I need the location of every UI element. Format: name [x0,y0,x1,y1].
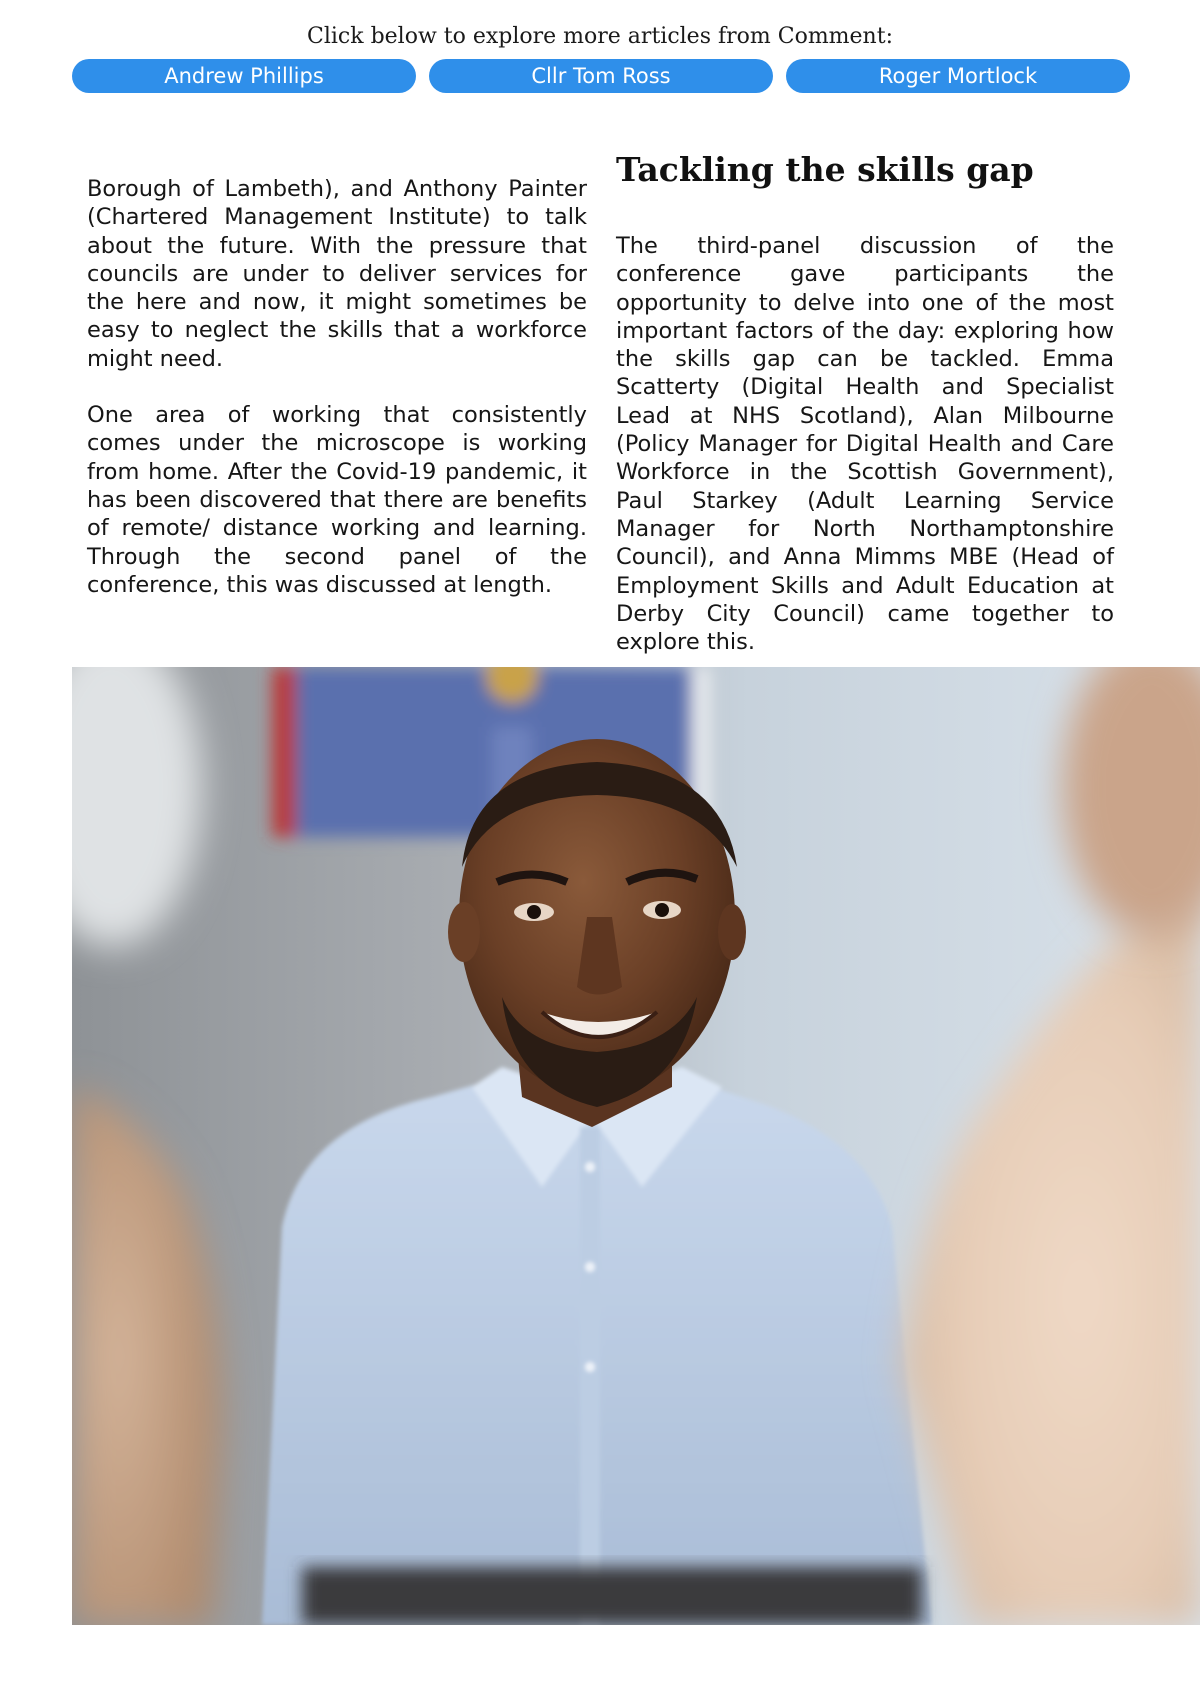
section-heading: Tackling the skills gap [616,150,1034,189]
body-paragraph: One area of working that consistently comes under the microscope is working from home. After the Covid-19 pandemic, it has been discovered that there are benefits of remote/ distance working and learning. Through the second panel of the conference, this was discussed at length. [87,402,587,598]
body-paragraph: The third-panel discussion of the conference gave participants the opportunity to delve into one of the most important factors of the day: exploring how the skills gap can be tackled. Emma Scatterty (Digital Health and Specialist Lead at NHS Scotland), Alan Milbourne (Policy Manager for Digital Health and Care Workforce in the Scottish Government), Paul Starkey (Adult Learning Service Manager for North Northamptonshire Council), and Anna Mimms MBE (Head of Employment Skills and Adult Education at Derby City Council) came together to explore this. [616,233,1114,656]
left-column [87,175,587,599]
nav-caption: Click below to explore more articles from Comment: [307,24,893,49]
body-paragraph: Borough of Lambeth), and Anthony Painter (Chartered Management Institute) to talk about the future. With the pressure that councils are under to deliver services for the here and now, it might sometimes be easy to neglect the skills that a workforce might need. [87,176,587,372]
article-nav-buttons [72,59,1130,93]
article-photo [72,667,1200,1625]
article-link-tom-ross[interactable]: Cllr Tom Ross [429,59,773,93]
article-link-roger-mortlock[interactable]: Roger Mortlock [786,59,1130,93]
article-link-andrew-phillips[interactable]: Andrew Phillips [72,59,416,93]
right-column [616,150,1114,656]
